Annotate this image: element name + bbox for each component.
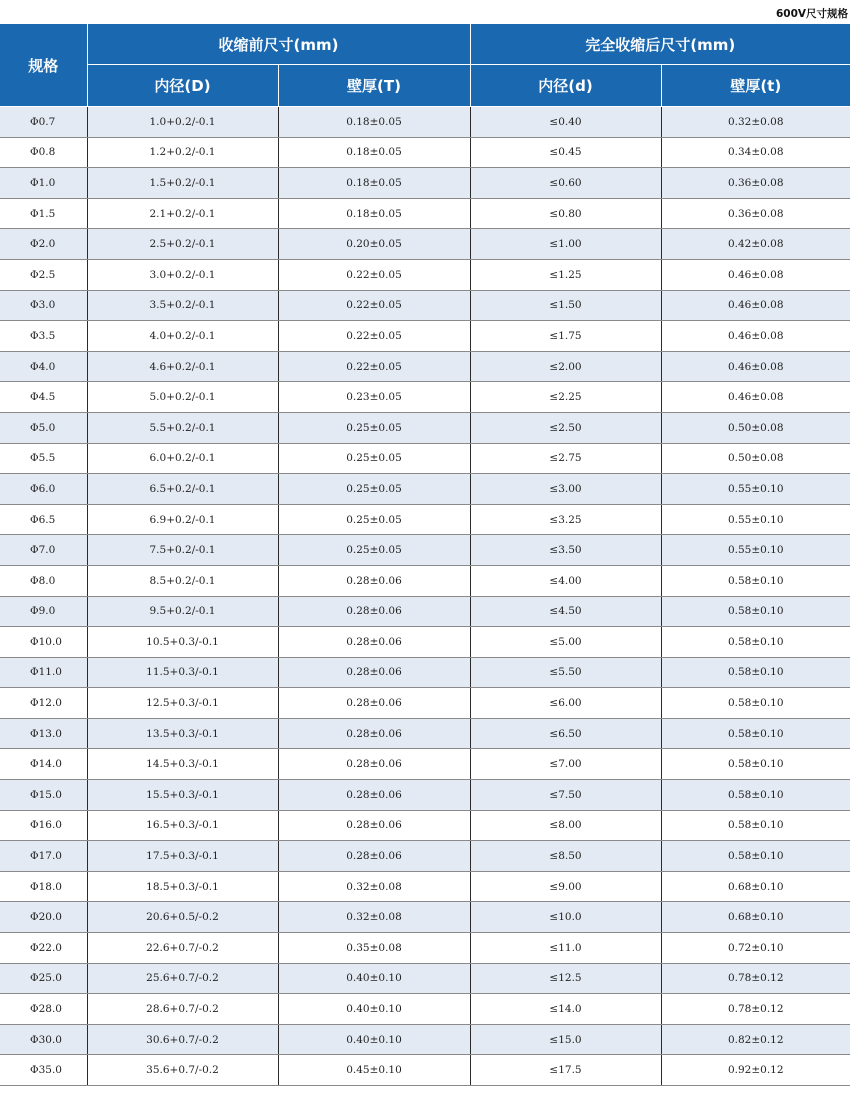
before-inner-diameter-cell: 3.5+0.2/-0.1 (87, 290, 278, 321)
header-before-shrink: 收缩前尺寸(mm) (87, 24, 470, 65)
before-inner-diameter-cell: 1.2+0.2/-0.1 (87, 137, 278, 168)
after-inner-diameter-cell: ≤7.50 (470, 780, 661, 811)
spec-cell: Φ15.0 (0, 780, 87, 811)
table-row (0, 627, 850, 658)
before-wall-thickness-cell: 0.18±0.05 (278, 168, 470, 199)
after-inner-diameter-cell: ≤1.75 (470, 321, 661, 352)
table-row (0, 535, 850, 566)
before-inner-diameter-cell: 13.5+0.3/-0.1 (87, 718, 278, 749)
before-wall-thickness-cell: 0.40±0.10 (278, 1024, 470, 1055)
after-wall-thickness-cell: 0.58±0.10 (661, 565, 850, 596)
table-row (0, 290, 850, 321)
spec-cell: Φ0.8 (0, 137, 87, 168)
table-row (0, 688, 850, 719)
before-wall-thickness-cell: 0.25±0.05 (278, 504, 470, 535)
after-inner-diameter-cell: ≤1.25 (470, 259, 661, 290)
before-inner-diameter-cell: 12.5+0.3/-0.1 (87, 688, 278, 719)
after-inner-diameter-cell: ≤3.50 (470, 535, 661, 566)
table-header (0, 24, 850, 107)
after-inner-diameter-cell: ≤1.00 (470, 229, 661, 260)
table-row (0, 351, 850, 382)
after-inner-diameter-cell: ≤2.50 (470, 412, 661, 443)
table-body (0, 107, 850, 1086)
after-inner-diameter-cell: ≤7.00 (470, 749, 661, 780)
header-before-inner-diameter: 内径(D) (87, 65, 278, 107)
table-row (0, 841, 850, 872)
after-wall-thickness-cell: 0.46±0.08 (661, 290, 850, 321)
after-inner-diameter-cell: ≤3.25 (470, 504, 661, 535)
after-inner-diameter-cell: ≤0.45 (470, 137, 661, 168)
spec-cell: Φ1.5 (0, 198, 87, 229)
before-inner-diameter-cell: 25.6+0.7/-0.2 (87, 963, 278, 994)
table-row (0, 382, 850, 413)
before-wall-thickness-cell: 0.28±0.06 (278, 688, 470, 719)
after-wall-thickness-cell: 0.58±0.10 (661, 780, 850, 811)
before-wall-thickness-cell: 0.28±0.06 (278, 780, 470, 811)
before-wall-thickness-cell: 0.28±0.06 (278, 749, 470, 780)
spec-cell: Φ16.0 (0, 810, 87, 841)
before-inner-diameter-cell: 18.5+0.3/-0.1 (87, 871, 278, 902)
after-inner-diameter-cell: ≤0.60 (470, 168, 661, 199)
spec-cell: Φ30.0 (0, 1024, 87, 1055)
after-inner-diameter-cell: ≤9.00 (470, 871, 661, 902)
header-before-wall-thickness: 壁厚(T) (278, 65, 470, 107)
after-wall-thickness-cell: 0.55±0.10 (661, 474, 850, 505)
after-wall-thickness-cell: 0.50±0.08 (661, 443, 850, 474)
table-row (0, 168, 850, 199)
before-wall-thickness-cell: 0.32±0.08 (278, 902, 470, 933)
after-wall-thickness-cell: 0.58±0.10 (661, 596, 850, 627)
before-inner-diameter-cell: 16.5+0.3/-0.1 (87, 810, 278, 841)
before-wall-thickness-cell: 0.35±0.08 (278, 933, 470, 964)
before-wall-thickness-cell: 0.28±0.06 (278, 718, 470, 749)
spec-cell: Φ20.0 (0, 902, 87, 933)
table-row (0, 933, 850, 964)
before-inner-diameter-cell: 11.5+0.3/-0.1 (87, 657, 278, 688)
before-inner-diameter-cell: 6.0+0.2/-0.1 (87, 443, 278, 474)
before-inner-diameter-cell: 28.6+0.7/-0.2 (87, 994, 278, 1025)
spec-cell: Φ9.0 (0, 596, 87, 627)
after-wall-thickness-cell: 0.34±0.08 (661, 137, 850, 168)
table-row (0, 1024, 850, 1055)
after-wall-thickness-cell: 0.78±0.12 (661, 963, 850, 994)
before-wall-thickness-cell: 0.28±0.06 (278, 841, 470, 872)
spec-cell: Φ2.0 (0, 229, 87, 260)
table-row (0, 107, 850, 138)
after-inner-diameter-cell: ≤15.0 (470, 1024, 661, 1055)
table-row (0, 229, 850, 260)
after-wall-thickness-cell: 0.58±0.10 (661, 718, 850, 749)
before-wall-thickness-cell: 0.18±0.05 (278, 198, 470, 229)
spec-cell: Φ25.0 (0, 963, 87, 994)
after-wall-thickness-cell: 0.68±0.10 (661, 871, 850, 902)
after-inner-diameter-cell: ≤1.50 (470, 290, 661, 321)
before-inner-diameter-cell: 35.6+0.7/-0.2 (87, 1055, 278, 1086)
after-inner-diameter-cell: ≤2.00 (470, 351, 661, 382)
after-inner-diameter-cell: ≤11.0 (470, 933, 661, 964)
after-wall-thickness-cell: 0.68±0.10 (661, 902, 850, 933)
after-wall-thickness-cell: 0.46±0.08 (661, 382, 850, 413)
header-spec: 规格 (0, 24, 87, 107)
after-inner-diameter-cell: ≤8.50 (470, 841, 661, 872)
table-row (0, 504, 850, 535)
before-inner-diameter-cell: 5.0+0.2/-0.1 (87, 382, 278, 413)
spec-cell: Φ13.0 (0, 718, 87, 749)
spec-cell: Φ5.0 (0, 412, 87, 443)
before-wall-thickness-cell: 0.18±0.05 (278, 137, 470, 168)
after-inner-diameter-cell: ≤10.0 (470, 902, 661, 933)
before-inner-diameter-cell: 6.5+0.2/-0.1 (87, 474, 278, 505)
before-wall-thickness-cell: 0.25±0.05 (278, 535, 470, 566)
after-inner-diameter-cell: ≤2.75 (470, 443, 661, 474)
after-inner-diameter-cell: ≤14.0 (470, 994, 661, 1025)
table-row (0, 871, 850, 902)
before-inner-diameter-cell: 20.6+0.5/-0.2 (87, 902, 278, 933)
before-wall-thickness-cell: 0.22±0.05 (278, 351, 470, 382)
before-inner-diameter-cell: 2.5+0.2/-0.1 (87, 229, 278, 260)
spec-cell: Φ4.0 (0, 351, 87, 382)
after-inner-diameter-cell: ≤8.00 (470, 810, 661, 841)
table-row (0, 749, 850, 780)
spec-cell: Φ5.5 (0, 443, 87, 474)
after-wall-thickness-cell: 0.42±0.08 (661, 229, 850, 260)
before-inner-diameter-cell: 8.5+0.2/-0.1 (87, 565, 278, 596)
table-row (0, 657, 850, 688)
spec-cell: Φ0.7 (0, 107, 87, 138)
before-wall-thickness-cell: 0.22±0.05 (278, 321, 470, 352)
table-row (0, 1055, 850, 1086)
before-inner-diameter-cell: 3.0+0.2/-0.1 (87, 259, 278, 290)
table-row (0, 565, 850, 596)
before-wall-thickness-cell: 0.28±0.06 (278, 657, 470, 688)
after-inner-diameter-cell: ≤0.40 (470, 107, 661, 138)
before-wall-thickness-cell: 0.22±0.05 (278, 290, 470, 321)
before-wall-thickness-cell: 0.22±0.05 (278, 259, 470, 290)
spec-cell: Φ11.0 (0, 657, 87, 688)
spec-cell: Φ17.0 (0, 841, 87, 872)
after-inner-diameter-cell: ≤0.80 (470, 198, 661, 229)
spec-cell: Φ7.0 (0, 535, 87, 566)
after-inner-diameter-cell: ≤5.50 (470, 657, 661, 688)
spec-table (0, 24, 850, 1086)
before-wall-thickness-cell: 0.23±0.05 (278, 382, 470, 413)
table-title: 600V尺寸规格 (775, 8, 848, 20)
table-row (0, 596, 850, 627)
spec-cell: Φ2.5 (0, 259, 87, 290)
spec-cell: Φ6.0 (0, 474, 87, 505)
before-wall-thickness-cell: 0.28±0.06 (278, 565, 470, 596)
table-row (0, 810, 850, 841)
after-inner-diameter-cell: ≤2.25 (470, 382, 661, 413)
table-row (0, 412, 850, 443)
spec-cell: Φ18.0 (0, 871, 87, 902)
after-wall-thickness-cell: 0.82±0.12 (661, 1024, 850, 1055)
after-wall-thickness-cell: 0.36±0.08 (661, 168, 850, 199)
spec-cell: Φ14.0 (0, 749, 87, 780)
before-inner-diameter-cell: 30.6+0.7/-0.2 (87, 1024, 278, 1055)
table-row (0, 963, 850, 994)
before-wall-thickness-cell: 0.45±0.10 (278, 1055, 470, 1086)
spec-cell: Φ10.0 (0, 627, 87, 658)
table-row (0, 259, 850, 290)
after-wall-thickness-cell: 0.55±0.10 (661, 504, 850, 535)
after-wall-thickness-cell: 0.55±0.10 (661, 535, 850, 566)
before-inner-diameter-cell: 10.5+0.3/-0.1 (87, 627, 278, 658)
before-inner-diameter-cell: 1.5+0.2/-0.1 (87, 168, 278, 199)
spec-cell: Φ3.0 (0, 290, 87, 321)
after-inner-diameter-cell: ≤4.00 (470, 565, 661, 596)
before-inner-diameter-cell: 4.0+0.2/-0.1 (87, 321, 278, 352)
after-wall-thickness-cell: 0.36±0.08 (661, 198, 850, 229)
after-wall-thickness-cell: 0.72±0.10 (661, 933, 850, 964)
after-inner-diameter-cell: ≤5.00 (470, 627, 661, 658)
spec-cell: Φ22.0 (0, 933, 87, 964)
after-inner-diameter-cell: ≤6.00 (470, 688, 661, 719)
after-wall-thickness-cell: 0.92±0.12 (661, 1055, 850, 1086)
after-inner-diameter-cell: ≤12.5 (470, 963, 661, 994)
after-wall-thickness-cell: 0.46±0.08 (661, 321, 850, 352)
table-row (0, 137, 850, 168)
spec-cell: Φ1.0 (0, 168, 87, 199)
table-row (0, 321, 850, 352)
before-inner-diameter-cell: 14.5+0.3/-0.1 (87, 749, 278, 780)
spec-cell: Φ3.5 (0, 321, 87, 352)
before-inner-diameter-cell: 1.0+0.2/-0.1 (87, 107, 278, 138)
before-inner-diameter-cell: 7.5+0.2/-0.1 (87, 535, 278, 566)
before-inner-diameter-cell: 5.5+0.2/-0.1 (87, 412, 278, 443)
table-row (0, 994, 850, 1025)
before-wall-thickness-cell: 0.40±0.10 (278, 963, 470, 994)
spec-cell: Φ4.5 (0, 382, 87, 413)
after-wall-thickness-cell: 0.58±0.10 (661, 657, 850, 688)
after-wall-thickness-cell: 0.78±0.12 (661, 994, 850, 1025)
table-row (0, 443, 850, 474)
header-after-inner-diameter: 内径(d) (470, 65, 661, 107)
before-inner-diameter-cell: 6.9+0.2/-0.1 (87, 504, 278, 535)
after-wall-thickness-cell: 0.58±0.10 (661, 749, 850, 780)
after-wall-thickness-cell: 0.46±0.08 (661, 259, 850, 290)
spec-cell: Φ35.0 (0, 1055, 87, 1086)
before-inner-diameter-cell: 4.6+0.2/-0.1 (87, 351, 278, 382)
spec-cell: Φ12.0 (0, 688, 87, 719)
after-wall-thickness-cell: 0.58±0.10 (661, 627, 850, 658)
spec-cell: Φ8.0 (0, 565, 87, 596)
after-wall-thickness-cell: 0.46±0.08 (661, 351, 850, 382)
before-wall-thickness-cell: 0.25±0.05 (278, 412, 470, 443)
before-inner-diameter-cell: 17.5+0.3/-0.1 (87, 841, 278, 872)
after-inner-diameter-cell: ≤3.00 (470, 474, 661, 505)
before-inner-diameter-cell: 9.5+0.2/-0.1 (87, 596, 278, 627)
header-after-shrink: 完全收缩后尺寸(mm) (470, 24, 850, 65)
before-wall-thickness-cell: 0.28±0.06 (278, 627, 470, 658)
after-wall-thickness-cell: 0.58±0.10 (661, 810, 850, 841)
before-inner-diameter-cell: 22.6+0.7/-0.2 (87, 933, 278, 964)
before-wall-thickness-cell: 0.18±0.05 (278, 107, 470, 138)
after-wall-thickness-cell: 0.50±0.08 (661, 412, 850, 443)
spec-cell: Φ6.5 (0, 504, 87, 535)
before-wall-thickness-cell: 0.28±0.06 (278, 810, 470, 841)
spec-cell: Φ28.0 (0, 994, 87, 1025)
header-after-wall-thickness: 壁厚(t) (661, 65, 850, 107)
table-row (0, 902, 850, 933)
after-wall-thickness-cell: 0.58±0.10 (661, 688, 850, 719)
before-wall-thickness-cell: 0.32±0.08 (278, 871, 470, 902)
table-row (0, 198, 850, 229)
after-inner-diameter-cell: ≤4.50 (470, 596, 661, 627)
table-row (0, 474, 850, 505)
before-wall-thickness-cell: 0.25±0.05 (278, 443, 470, 474)
before-wall-thickness-cell: 0.28±0.06 (278, 596, 470, 627)
after-inner-diameter-cell: ≤17.5 (470, 1055, 661, 1086)
before-wall-thickness-cell: 0.20±0.05 (278, 229, 470, 260)
after-wall-thickness-cell: 0.58±0.10 (661, 841, 850, 872)
before-inner-diameter-cell: 2.1+0.2/-0.1 (87, 198, 278, 229)
before-wall-thickness-cell: 0.40±0.10 (278, 994, 470, 1025)
table-row (0, 718, 850, 749)
after-wall-thickness-cell: 0.32±0.08 (661, 107, 850, 138)
before-wall-thickness-cell: 0.25±0.05 (278, 474, 470, 505)
table-row (0, 780, 850, 811)
before-inner-diameter-cell: 15.5+0.3/-0.1 (87, 780, 278, 811)
after-inner-diameter-cell: ≤6.50 (470, 718, 661, 749)
